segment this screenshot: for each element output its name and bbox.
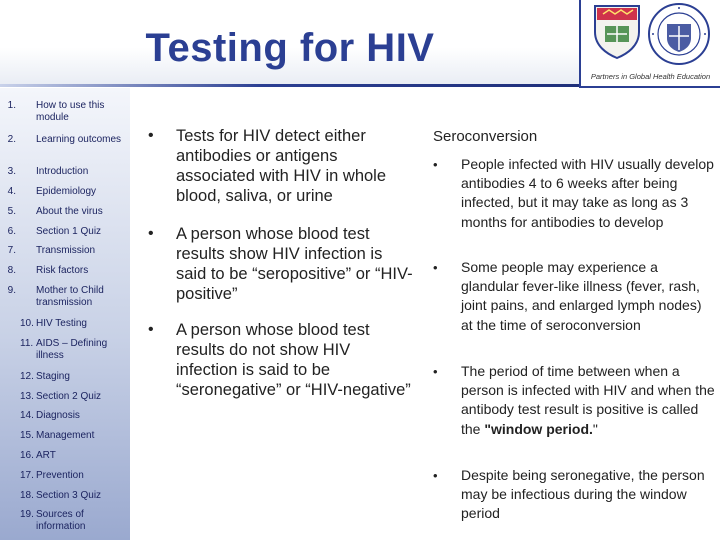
menu-number: 4. [7, 186, 16, 197]
sidebar-item-section-2-quiz[interactable] [0, 391, 130, 403]
sidebar-item-sources[interactable] [0, 509, 130, 533]
seroconversion-bullet [433, 155, 715, 232]
menu-number: 7. [7, 245, 16, 256]
menu-label: Management [36, 430, 95, 441]
sidebar-item-mother-to-child[interactable] [0, 285, 130, 309]
menu-number: 19. [20, 509, 34, 520]
menu-number: 8. [7, 265, 16, 276]
sidebar-item-transmission[interactable] [0, 245, 130, 257]
sidebar-item-about-virus[interactable] [0, 206, 130, 218]
menu-label: About the virus [36, 206, 103, 217]
bullet-text: A person whose blood test results do not show HIV infection is said to be “seronegative” or “HIV-negative” [176, 321, 411, 399]
menu-label: Sources of information [36, 509, 86, 532]
bullet-marker: • [148, 127, 154, 144]
sidebar-item-how-to-use[interactable] [0, 100, 130, 124]
menu-number: 11. [20, 338, 34, 349]
menu-label: Introduction [36, 166, 89, 177]
sidebar-item-epidemiology[interactable] [0, 186, 130, 198]
sidebar-item-section-1-quiz[interactable] [0, 226, 130, 238]
sidebar-item-hiv-testing[interactable] [0, 318, 130, 330]
menu-label: Mother to Child transmission [36, 285, 104, 308]
menu-label: Section 1 Quiz [36, 226, 102, 237]
menu-number: 2. [7, 134, 16, 145]
menu-number: 3. [7, 166, 16, 177]
menu-number: 18. [20, 490, 34, 501]
bullet-marker: • [433, 468, 438, 483]
menu-number: 14. [20, 410, 34, 421]
menu-number: 17. [20, 470, 34, 481]
bullet-text: Despite being seronegative, the person may be infectious during the window period [461, 467, 705, 522]
bullet-marker: • [433, 157, 438, 172]
seroconversion-bullet [433, 258, 715, 335]
bullet-marker: • [433, 364, 438, 379]
bullet-text: Some people may experience a glandular fever-like illness (fever, rash, joint pains, and enlarged lymph nodes) at the time of seroconversion [461, 259, 702, 333]
window-period-lead: The period of time between when a person is infected with HIV and when the antibody test result is positive is called the [461, 363, 715, 437]
menu-number: 6. [7, 226, 16, 237]
main-bullet [148, 224, 413, 304]
menu-number: 15. [20, 430, 34, 441]
menu-label: ART [36, 450, 56, 461]
bullet-text: Tests for HIV detect either antibodies or antigens associated with HIV in whole blood, saliva, or urine [176, 127, 387, 205]
menu-label: AIDS – Defining illness [36, 338, 108, 361]
seroconversion-panel [433, 127, 715, 522]
sidebar-item-learning-outcomes[interactable] [0, 134, 130, 146]
menu-label: How to use this module [36, 100, 105, 123]
menu-number: 12. [20, 371, 34, 382]
page-title: Testing for HIV [145, 26, 435, 70]
header-divider [0, 84, 580, 87]
menu-label: Diagnosis [36, 410, 80, 421]
menu-label: Prevention [36, 470, 84, 481]
sidebar-item-introduction[interactable] [0, 166, 130, 178]
bullet-marker: • [148, 225, 154, 242]
sidebar-nav [0, 88, 130, 540]
sidebar-item-management[interactable] [0, 430, 130, 442]
tagline: Partners in Global Health Education [590, 72, 711, 81]
sidebar-item-aids-defining[interactable] [0, 338, 130, 362]
menu-number: 5. [7, 206, 16, 217]
menu-label: HIV Testing [36, 318, 87, 329]
menu-number: 16. [20, 450, 34, 461]
window-period-close: " [592, 420, 598, 437]
menu-label: Epidemiology [36, 186, 97, 197]
bullet-text: A person whose blood test results show HIV infection is said to be “seropositive” or “HIV-positive” [176, 225, 413, 303]
menu-label: Section 3 Quiz [36, 490, 102, 501]
main-bullet [148, 126, 413, 206]
window-period-term: "window period. [484, 420, 593, 437]
seroconversion-bullet [433, 466, 715, 524]
menu-number: 9. [7, 285, 16, 296]
bullet-marker: • [148, 321, 154, 338]
menu-number: 1. [7, 100, 16, 111]
university-shield-icon [589, 2, 645, 60]
sidebar-item-staging[interactable] [0, 371, 130, 383]
sidebar-item-section-3-quiz[interactable] [0, 490, 130, 502]
menu-label: Learning outcomes [36, 134, 122, 145]
main-bullet [148, 320, 413, 400]
sidebar-item-risk-factors[interactable] [0, 265, 130, 277]
menu-number: 13. [20, 391, 34, 402]
sidebar-item-diagnosis[interactable] [0, 410, 130, 422]
menu-number: 10. [20, 318, 34, 329]
sidebar-item-prevention[interactable] [0, 470, 130, 482]
seroconversion-bullet [433, 362, 715, 439]
college-of-medicine-seal-icon [647, 2, 711, 66]
window-period-text [461, 362, 715, 439]
menu-label: Section 2 Quiz [36, 391, 102, 402]
menu-label: Risk factors [36, 265, 89, 276]
logo-panel [579, 0, 720, 88]
menu-label: Transmission [36, 245, 96, 256]
bullet-marker: • [433, 260, 438, 275]
menu-label: Staging [36, 371, 70, 382]
section-heading: Seroconversion [433, 128, 538, 145]
sidebar-item-art[interactable] [0, 450, 130, 462]
bullet-text: People infected with HIV usually develop antibodies 4 to 6 weeks after being infected, but it may take as long as 3 months for antibodies to develop [461, 156, 714, 230]
